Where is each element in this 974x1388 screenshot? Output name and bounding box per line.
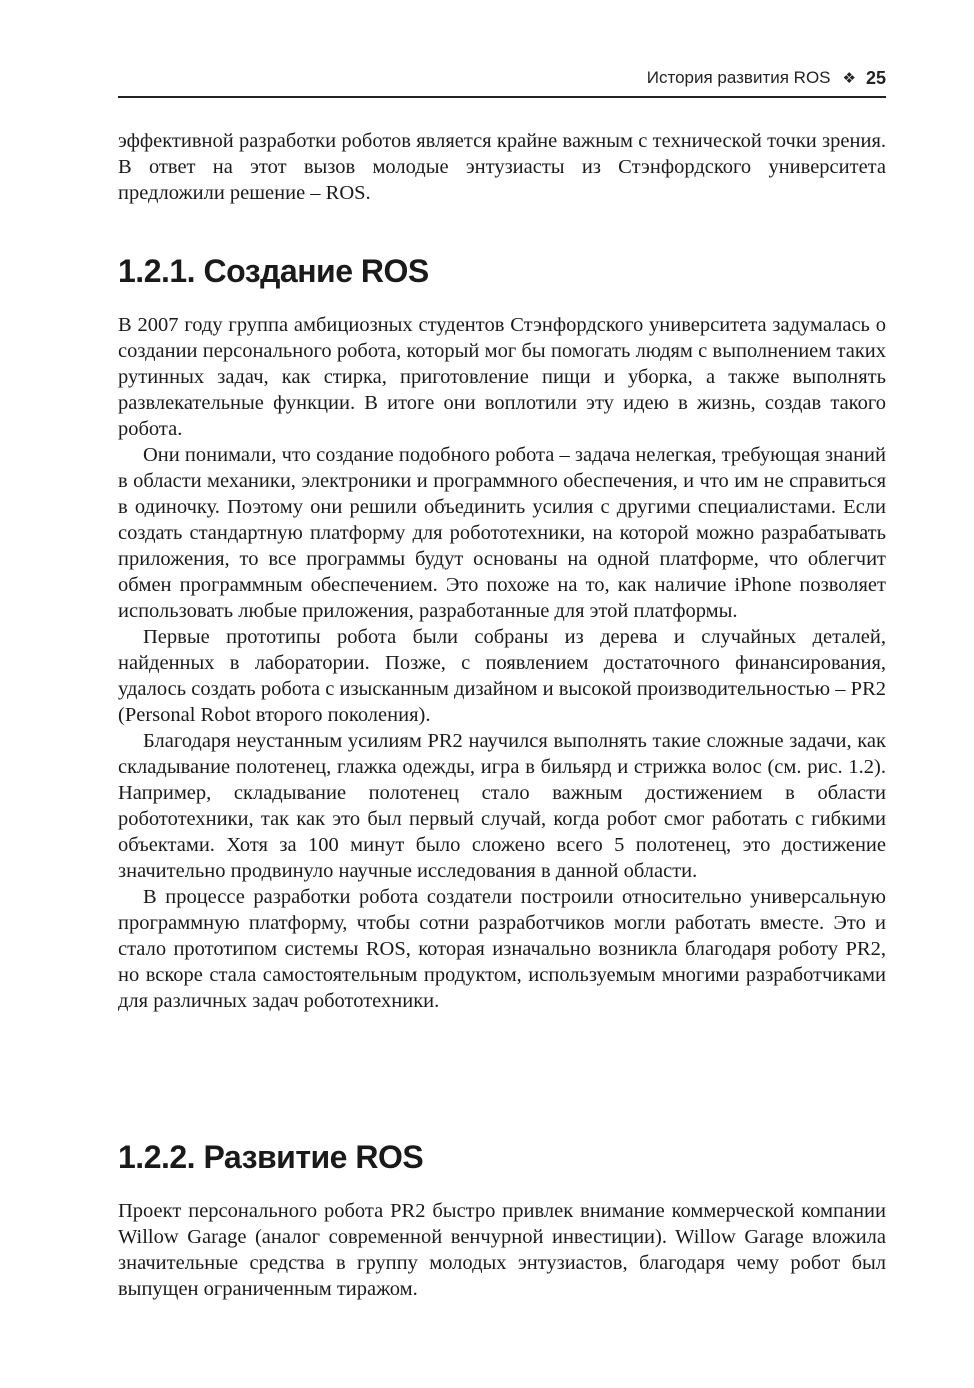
ornament-icon: ❖	[842, 70, 856, 87]
section-creation-body	[118, 312, 886, 1014]
page-number: 25	[865, 67, 886, 88]
paragraph: Они понимали, что создание подобного робота – задача нелегкая, требующая знаний в области механики, электроники и программного обеспечения, и что им не справиться в одиночку. Поэтому они решили объединить усилия с другими специалистами. Если создать стандартную платформу для робототехники, на которой можно разрабатывать приложения, то все программы будут основаны на одной платформе, что облегчит обмен программным обеспечением. Это похоже на то, как наличие iPhone позволяет использовать любые приложения, разработанные для этой платформы.	[118, 444, 886, 622]
running-header	[118, 64, 886, 98]
section-heading-development: 1.2.2. Развитие ROS	[118, 1139, 424, 1175]
paragraph: Первые прототипы робота были собраны из дерева и случайных деталей, найденных в лаборатории. Позже, с появлением достаточного финансирования, удалось создать робота с изысканным дизайном и высокой производительностью – PR2 (Personal Robot второго поколения).	[118, 626, 886, 726]
paragraph: В 2007 году группа амбициозных студентов Стэнфордского университета задумалась о создании персонального робота, который мог бы помогать людям с выполнением таких рутинных задач, как стирка, приготовление пищи и уборка, а также выполнять развлекательные функции. В итоге они воплотили эту идею в жизнь, создав такого робота.	[118, 314, 886, 440]
section-heading-creation: 1.2.1. Создание ROS	[118, 253, 429, 289]
paragraph: Проект персонального робота PR2 быстро привлек внимание коммерческой компании Willow Garage (аналог современной венчурной инвестиции). Willow Garage вложила значительные средства в группу молодых энтузиастов, благодаря чему робот был выпущен ограниченным тиражом.	[118, 1200, 886, 1300]
intro-block	[118, 128, 886, 206]
intro-paragraph: эффективной разработки роботов является крайне важным с технической точки зрения. В ответ на этот вызов молодые энтузиасты из Стэнфордского университета предложили решение – ROS.	[118, 130, 886, 204]
running-header-title: История развития ROS	[646, 68, 831, 87]
section-development-body	[118, 1198, 886, 1302]
paragraph: В процессе разработки робота создатели построили относительно универсальную программную платформу, чтобы сотни разработчиков могли работать вместе. Это и стало прототипом системы ROS, которая изначально возникла благодаря роботу PR2, но вскоре стала самостоятельным продуктом, используемым многими разработчиками для различных задач робототехники.	[118, 886, 886, 1012]
paragraph: Благодаря неустанным усилиям PR2 научился выполнять такие сложные задачи, как складывание полотенец, глажка одежды, игра в бильярд и стрижка волос (см. рис. 1.2). Например, складывание полотенец стало важным достижением в области робототехники, так как это был первый случай, когда робот смог работать с гибкими объектами. Хотя за 100 минут было сложено всего 5 полотенец, это достижение значительно продвинуло научные исследования в данной области.	[118, 730, 886, 882]
